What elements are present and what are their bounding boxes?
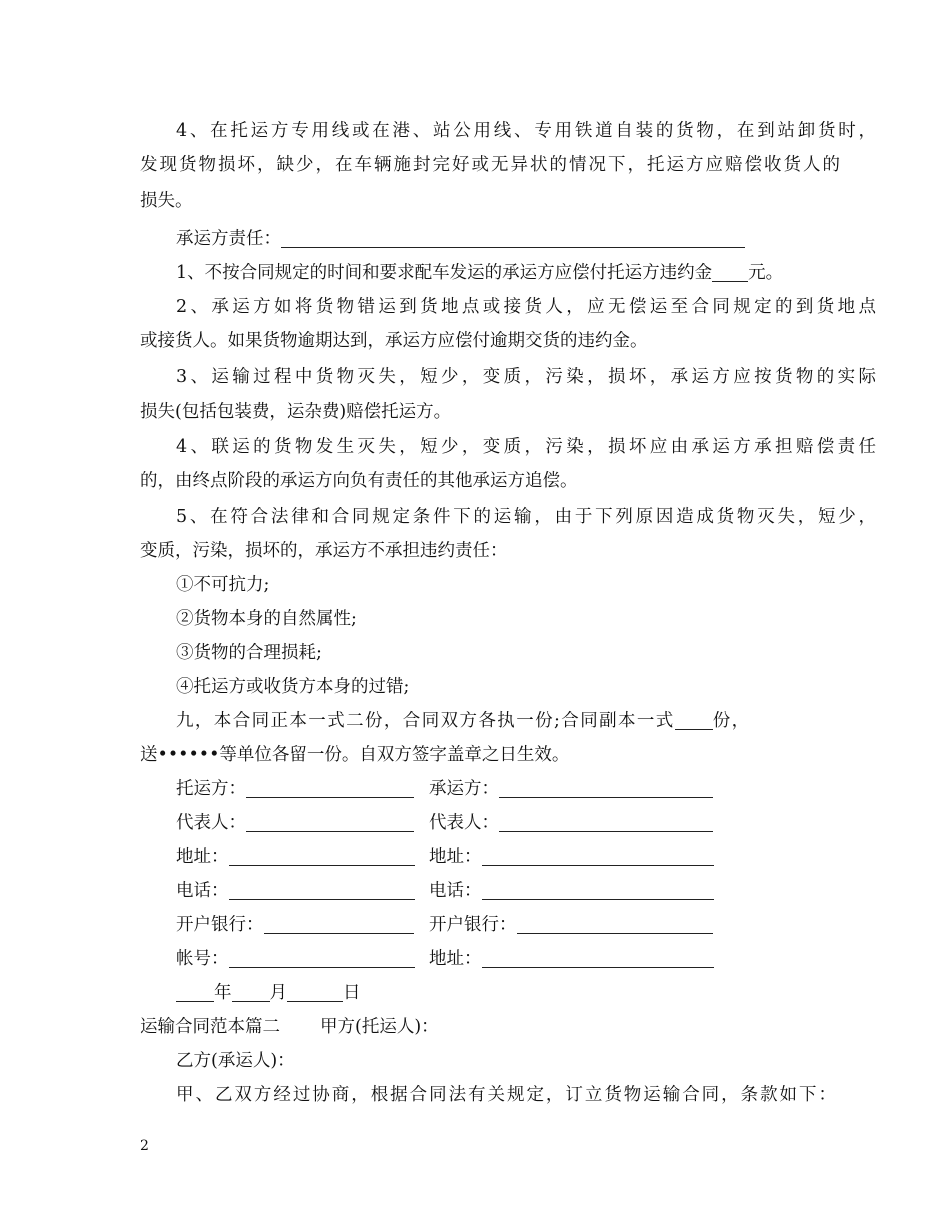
signature-row (176, 840, 736, 874)
signature-row (176, 942, 736, 976)
fill-blank (176, 979, 214, 1002)
fill-blank (229, 877, 415, 900)
paragraph-line: 2、承运方如将货物错运到货地点或接货人，应无偿运至合同规定的到货地点 (176, 297, 876, 317)
signature-row (176, 772, 736, 806)
phone-label: 电话： (176, 881, 229, 901)
signature-row (176, 908, 736, 942)
fill-blank (281, 225, 745, 248)
address-label: 地址： (429, 847, 482, 867)
paragraph-line: 的，由终点阶段的承运方向负有责任的其他承运方追偿。 (140, 471, 578, 491)
date-line (176, 976, 876, 1010)
carrier-responsibility-line (176, 222, 876, 256)
address-label: 地址： (429, 949, 482, 969)
carrier-label: 承运方： (429, 779, 499, 799)
fill-blank (264, 911, 414, 934)
clause-text: 元。 (748, 263, 784, 283)
list-item: ③货物的合理损耗; (176, 643, 322, 663)
paragraph-line: 损失(包括包装费，运杂费)赔偿托运方。 (140, 402, 452, 422)
fill-blank (232, 979, 270, 1002)
carrier-responsibility-label: 承运方责任： (176, 229, 281, 249)
clause-text: 九，本合同正本一式二份，合同双方各执一份;合同副本一式 (176, 711, 675, 731)
fill-blank (675, 707, 713, 730)
paragraph-line: 3、运输过程中货物灭失，短少，变质，污染，损坏，承运方应按货物的实际 (176, 367, 876, 387)
paragraph-line: 变质，污染，损坏的，承运方不承担违约责任： (140, 541, 508, 561)
fill-blank (246, 775, 414, 798)
signature-row (176, 806, 736, 840)
bank-label: 开户银行： (176, 915, 264, 935)
bank-label: 开户银行： (429, 915, 517, 935)
representative-label: 代表人： (429, 813, 499, 833)
list-item: ④托运方或收货方本身的过错; (176, 677, 410, 697)
paragraph-line (176, 256, 876, 290)
paragraph-line: 5、在符合法律和合同规定条件下的运输，由于下列原因造成货物灭失，短少， (176, 507, 876, 527)
fill-blank (246, 809, 414, 832)
section-title: 运输合同范本篇二 (140, 1017, 280, 1037)
fill-blank (482, 843, 714, 866)
signature-row (176, 874, 736, 908)
paragraph-line: 发现货物损坏，缺少，在车辆施封完好或无异状的情况下，托运方应赔偿收货人的 (140, 155, 840, 175)
page-number: 2 (140, 1138, 149, 1154)
date-day: 日 (343, 983, 361, 1003)
paragraph-line: 送••••••等单位各留一份。自双方签字盖章之日生效。 (140, 745, 570, 765)
party-b-label: 乙方(承运人)： (176, 1051, 295, 1071)
paragraph-line: 或接货人。如果货物逾期达到，承运方应偿付逾期交货的违约金。 (140, 331, 648, 351)
fill-blank (287, 979, 343, 1002)
fill-blank (482, 945, 714, 968)
clause-text: 份， (712, 711, 751, 731)
paragraph-line: 损失。 (140, 191, 193, 211)
date-month: 月 (269, 983, 287, 1003)
address-label: 地址： (176, 847, 229, 867)
date-year: 年 (214, 983, 232, 1003)
fill-blank (482, 877, 714, 900)
list-item: ①不可抗力; (176, 575, 270, 595)
clause-text: 1、不按合同规定的时间和要求配车发运的承运方应偿付托运方违约金 (176, 263, 713, 283)
paragraph-line: 4、在托运方专用线或在港、站公用线、专用铁道自装的货物，在到站卸货时， (176, 121, 876, 141)
shipper-label: 托运方： (176, 779, 246, 799)
fill-blank (499, 775, 713, 798)
paragraph-line: 甲、乙双方经过协商，根据合同法有关规定，订立货物运输合同，条款如下： (176, 1085, 836, 1105)
paragraph-line (176, 704, 876, 738)
paragraph-line: 4、联运的货物发生灭失，短少，变质，污染，损坏应由承运方承担赔偿责任 (176, 437, 876, 457)
section-title-line (140, 1010, 840, 1044)
list-item: ②货物本身的自然属性; (176, 609, 357, 629)
phone-label: 电话： (429, 881, 482, 901)
fill-blank (229, 843, 415, 866)
fill-blank (229, 945, 415, 968)
representative-label: 代表人： (176, 813, 246, 833)
account-label: 帐号： (176, 949, 229, 969)
fill-blank (517, 911, 713, 934)
party-a-label: 甲方(托运人)： (320, 1017, 439, 1037)
fill-blank (712, 259, 748, 282)
fill-blank (499, 809, 713, 832)
